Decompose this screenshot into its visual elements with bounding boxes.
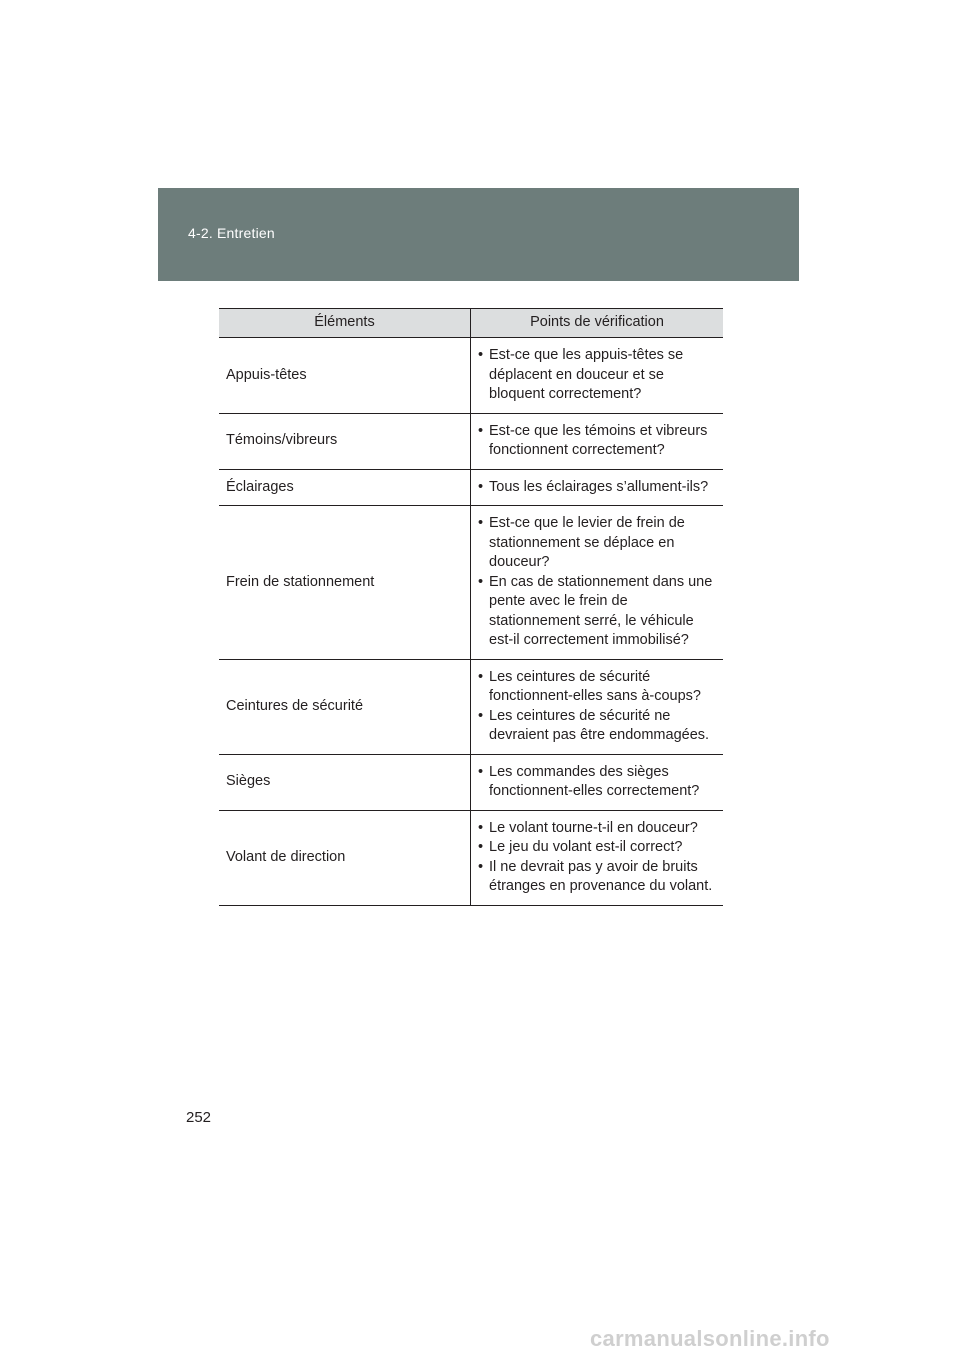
item-cell: Frein de stationnement — [219, 506, 471, 660]
checkpoint-item: • En cas de stationnement dans une pente avec le frein de stationnement serré, le véhicule est-il correctement immobilisé? — [478, 573, 717, 651]
table-header-row — [219, 309, 723, 338]
column-header-checkpoints: Points de vérification — [471, 309, 724, 338]
checkpoint-item: • Est-ce que les témoins et vibreurs fonctionnent correctement? — [478, 422, 717, 461]
checkpoint-cell — [471, 659, 724, 754]
table-row — [219, 754, 723, 810]
column-header-items: Éléments — [219, 309, 471, 338]
item-cell: Ceintures de sécurité — [219, 659, 471, 754]
table-row — [219, 810, 723, 905]
table-row — [219, 469, 723, 506]
checkpoint-item: • Les ceintures de sécurité fonctionnent-elles sans à-coups? — [478, 668, 717, 707]
checkpoint-item: • Les ceintures de sécurité ne devraient pas être endommagées. — [478, 707, 717, 746]
table-row — [219, 506, 723, 660]
checkpoint-cell — [471, 469, 724, 506]
checkpoint-item: • Il ne devrait pas y avoir de bruits étranges en provenance du volant. — [478, 858, 717, 897]
maintenance-check-table — [219, 308, 723, 906]
checkpoint-item: • Tous les éclairages s’allument-ils? — [478, 478, 717, 498]
checkpoint-cell — [471, 413, 724, 469]
table-row — [219, 338, 723, 414]
site-watermark: carmanualsonline.info — [590, 1326, 830, 1351]
item-cell: Témoins/vibreurs — [219, 413, 471, 469]
checkpoint-cell — [471, 754, 724, 810]
section-label: 4-2. Entretien — [188, 225, 275, 241]
item-cell: Appuis-têtes — [219, 338, 471, 414]
item-cell: Volant de direction — [219, 810, 471, 905]
table-row — [219, 413, 723, 469]
item-cell: Éclairages — [219, 469, 471, 506]
checkpoint-cell — [471, 810, 724, 905]
checkpoint-item: • Est-ce que le levier de frein de stationnement se déplace en douceur? — [478, 514, 717, 573]
checkpoint-cell — [471, 338, 724, 414]
checkpoint-item: • Les commandes des sièges fonctionnent-elles correctement? — [478, 763, 717, 802]
header-band — [158, 188, 799, 281]
page-number: 252 — [186, 1109, 212, 1126]
checkpoint-item: • Est-ce que les appuis-têtes se déplacent en douceur et se bloquent correctement? — [478, 346, 717, 405]
checkpoint-cell — [471, 506, 724, 660]
checkpoint-item: • Le volant tourne-t-il en douceur? — [478, 819, 717, 839]
checkpoint-item: • Le jeu du volant est-il correct? — [478, 838, 717, 858]
item-cell: Sièges — [219, 754, 471, 810]
table-row — [219, 659, 723, 754]
